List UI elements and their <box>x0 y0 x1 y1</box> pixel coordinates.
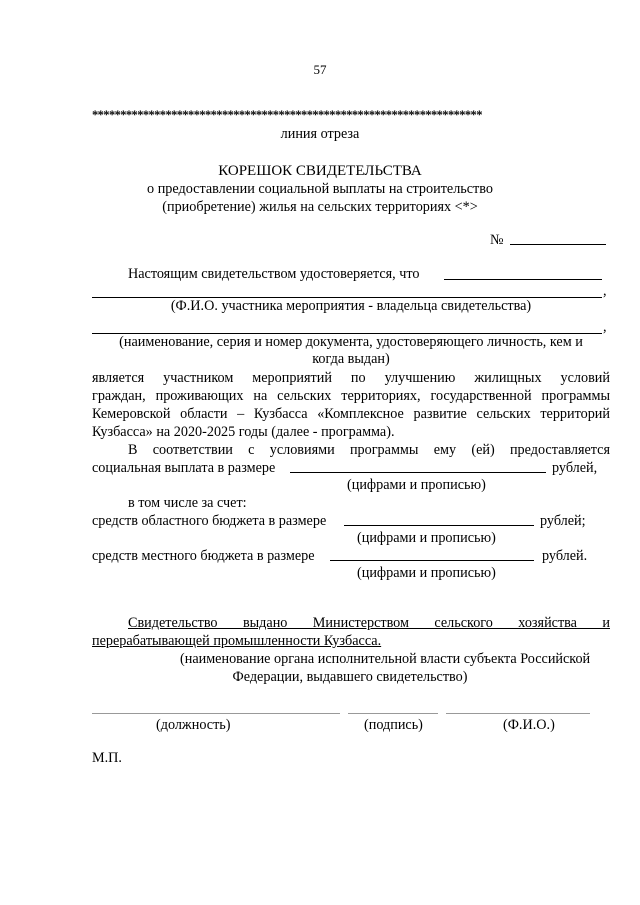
payment-rubles: рублей, <box>552 460 598 476</box>
local-fill-line <box>330 560 534 561</box>
payment-amount-caption: (цифрами и прописью) <box>347 477 486 493</box>
stamp-label: М.П. <box>92 750 122 766</box>
position-fill-line <box>92 713 340 714</box>
body-line-4: Кузбасса» на 2020-2025 годы (далее - программа). <box>92 424 395 440</box>
document-subtitle-line-1: о предоставлении социальной выплаты на строительство <box>147 181 493 197</box>
regional-amount-caption: (цифрами и прописью) <box>357 530 496 546</box>
local-rubles: рублей. <box>542 548 588 564</box>
issuer-caption-line-1: (наименование органа исполнительной власти субъекта Российской <box>180 651 591 667</box>
regional-rubles: рублей; <box>540 513 586 529</box>
regional-budget-label: средств областного бюджета в размере <box>92 513 327 529</box>
payment-fill-line <box>290 472 546 473</box>
page-number: 57 <box>313 62 327 77</box>
including-label: в том числе за счет: <box>128 495 247 511</box>
condition-line: В соответствии с условиями программы ему (ей) предоставляется <box>128 442 610 458</box>
body-line-3: Кемеровской области – Кузбасса «Комплексное развитие сельских территорий <box>92 406 610 422</box>
issuer-caption-line-2: Федерации, выдавшего свидетельство) <box>232 669 468 685</box>
number-field-line <box>510 244 606 245</box>
fio-short-fill-line <box>446 713 590 714</box>
issued-line-1: Свидетельство выдано Министерством сельского хозяйства и <box>128 615 610 631</box>
position-caption: (должность) <box>156 717 231 733</box>
regional-fill-line <box>344 525 534 526</box>
intro-fill-line <box>444 279 602 280</box>
cut-line-label: линия отреза <box>280 126 360 142</box>
cut-marks: ********************************************************************* <box>92 108 482 122</box>
document-title: КОРЕШОК СВИДЕТЕЛЬСТВА <box>218 163 422 179</box>
issued-line-2: перерабатывающей промышленности Кузбасса. <box>92 633 382 649</box>
body-line-1: является участником мероприятий по улучшению жилищных условий <box>92 370 610 386</box>
fio-caption: (Ф.И.О. участника мероприятия - владельца свидетельства) <box>170 298 532 314</box>
signature-fill-line <box>348 713 438 714</box>
document-line-comma: , <box>603 319 607 335</box>
number-label: № <box>490 232 504 248</box>
signature-caption: (подпись) <box>364 717 423 733</box>
fio-short-caption: (Ф.И.О.) <box>503 717 555 733</box>
payment-label: социальная выплата в размере <box>92 460 276 476</box>
local-budget-label: средств местного бюджета в размере <box>92 548 315 564</box>
body-line-2: граждан, проживающих на сельских территориях, государственной программы <box>92 388 610 404</box>
document-subtitle-line-2: (приобретение) жилья на сельских территориях <*> <box>162 199 478 215</box>
document-caption-line-2: когда выдан) <box>312 351 390 367</box>
document-caption-line-1: (наименование, серия и номер документа, удостоверяющего личность, кем и <box>119 334 583 350</box>
intro-text: Настоящим свидетельством удостоверяется, что <box>128 266 420 282</box>
local-amount-caption: (цифрами и прописью) <box>357 565 496 581</box>
fio-line-comma: , <box>603 283 607 299</box>
